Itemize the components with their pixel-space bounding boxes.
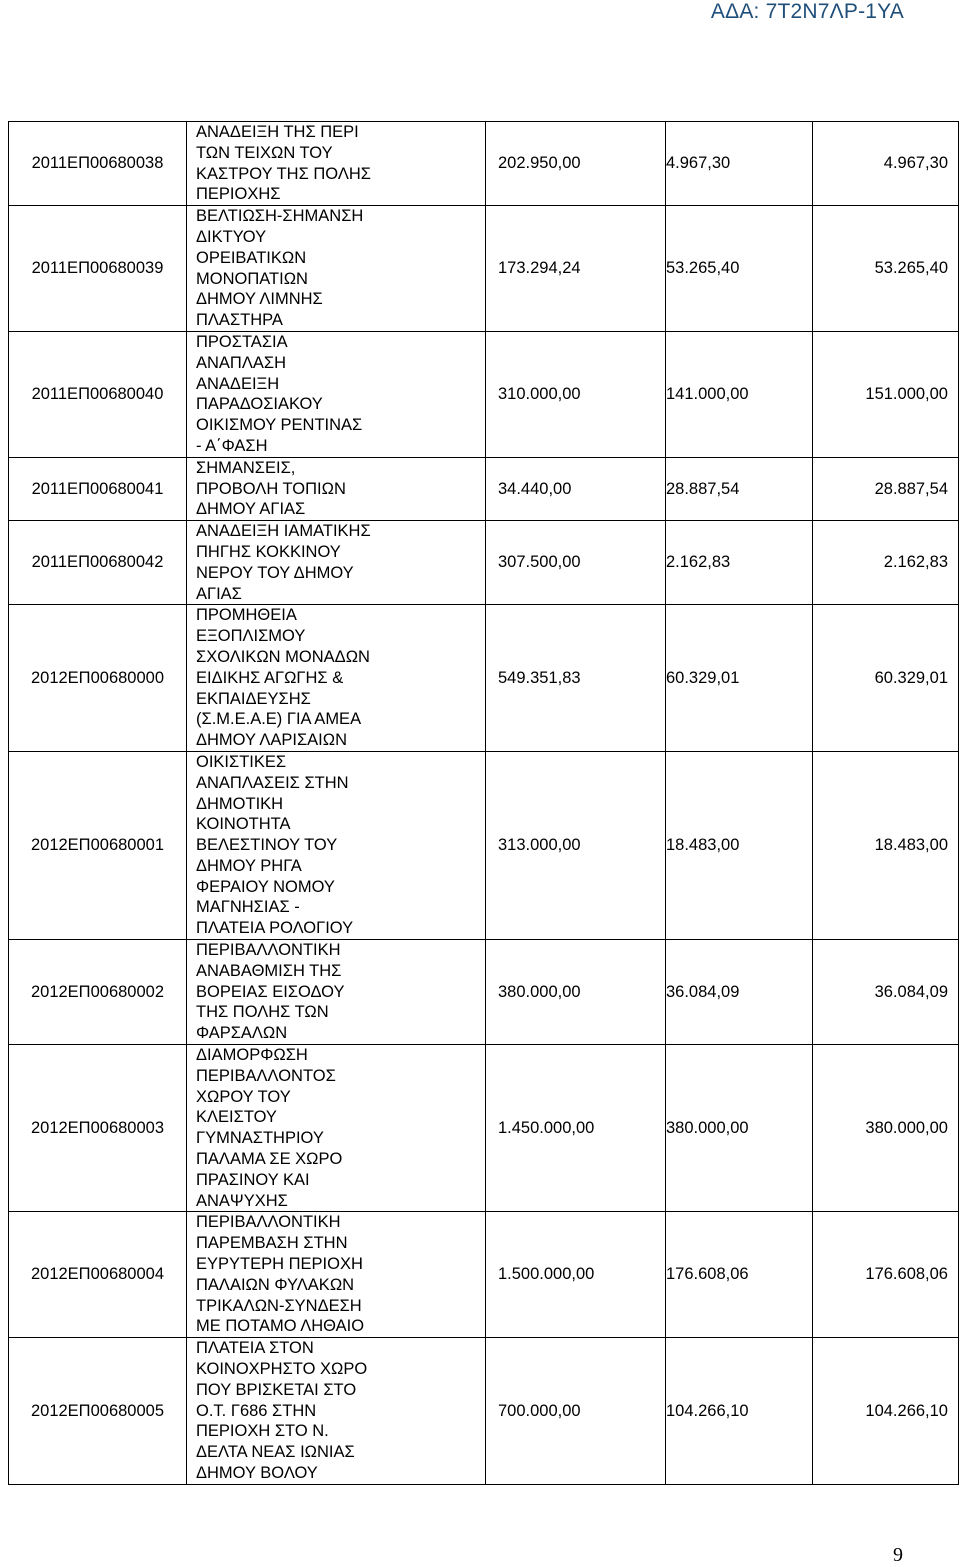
project-code-cell: 2011ΕΠ00680041 <box>9 457 187 520</box>
project-description-cell: ΠΕΡΙΒΑΛΛΟΝΤΙΚΗ ΑΝΑΒΑΘΜΙΣΗ ΤΗΣ ΒΟΡΕΙΑΣ ΕΙΣΟΔΟΥ ΤΗΣ ΠΟΛΗΣ ΤΩΝ ΦΑΡΣΑΛΩΝ <box>187 940 486 1045</box>
amount-cell: 28.887,54 <box>666 457 813 520</box>
budget-cell: 173.294,24 <box>486 206 666 332</box>
ada-header: ΑΔΑ: 7Τ2Ν7ΛΡ-1ΥΑ <box>710 0 904 23</box>
amount-cell: 36.084,09 <box>666 940 813 1045</box>
project-code-cell: 2011ΕΠ00680038 <box>9 122 187 206</box>
amount-cell: 28.887,54 <box>813 457 959 520</box>
amount-cell: 176.608,06 <box>813 1212 959 1338</box>
budget-cell: 310.000,00 <box>486 331 666 457</box>
project-description-cell: ΑΝΑΔΕΙΞΗ ΙΑΜΑΤΙΚΗΣ ΠΗΓΗΣ ΚΟΚΚΙΝΟΥ ΝΕΡΟΥ ΤΟΥ ΔΗΜΟΥ ΑΓΙΑΣ <box>187 521 486 605</box>
amount-cell: 380.000,00 <box>666 1045 813 1212</box>
amount-cell: 4.967,30 <box>666 122 813 206</box>
table-row <box>9 940 959 1045</box>
amount-cell: 104.266,10 <box>666 1338 813 1485</box>
budget-cell: 313.000,00 <box>486 751 666 939</box>
table-row <box>9 1045 959 1212</box>
project-description-cell: ΒΕΛΤΙΩΣΗ-ΣΗΜΑΝΣΗ ΔΙΚΤΥΟΥ ΟΡΕΙΒΑΤΙΚΩΝ ΜΟΝΟΠΑΤΙΩΝ ΔΗΜΟΥ ΛΙΜΝΗΣ ΠΛΑΣΤΗΡΑ <box>187 206 486 332</box>
budget-cell: 34.440,00 <box>486 457 666 520</box>
project-code-cell: 2011ΕΠ00680039 <box>9 206 187 332</box>
table-row <box>9 206 959 332</box>
project-description-cell: ΟΙΚΙΣΤΙΚΕΣ ΑΝΑΠΛΑΣΕΙΣ ΣΤΗΝ ΔΗΜΟΤΙΚΗ ΚΟΙΝΟΤΗΤΑ ΒΕΛΕΣΤΙΝΟΥ ΤΟΥ ΔΗΜΟΥ ΡΗΓΑ ΦΕΡΑΙΟΥ ΝΟΜΟΥ ΜΑΓΝΗΣΙΑΣ - ΠΛΑΤΕΙΑ ΡΟΛΟΓΙΟΥ <box>187 751 486 939</box>
budget-cell: 307.500,00 <box>486 521 666 605</box>
amount-cell: 18.483,00 <box>813 751 959 939</box>
table-row <box>9 751 959 939</box>
table-row <box>9 1338 959 1485</box>
amount-cell: 4.967,30 <box>813 122 959 206</box>
budget-cell: 700.000,00 <box>486 1338 666 1485</box>
amount-cell: 36.084,09 <box>813 940 959 1045</box>
budget-cell: 549.351,83 <box>486 605 666 752</box>
amount-cell: 2.162,83 <box>666 521 813 605</box>
amount-cell: 53.265,40 <box>813 206 959 332</box>
amount-cell: 2.162,83 <box>813 521 959 605</box>
project-code-cell: 2012ΕΠ00680003 <box>9 1045 187 1212</box>
project-code-cell: 2011ΕΠ00680042 <box>9 521 187 605</box>
budget-cell: 1.450.000,00 <box>486 1045 666 1212</box>
amount-cell: 176.608,06 <box>666 1212 813 1338</box>
amount-cell: 141.000,00 <box>666 331 813 457</box>
project-description-cell: ΠΡΟΣΤΑΣΙΑ ΑΝΑΠΛΑΣΗ ΑΝΑΔΕΙΞΗ ΠΑΡΑΔΟΣΙΑΚΟΥ ΟΙΚΙΣΜΟΥ ΡΕΝΤΙΝΑΣ - Α΄ΦΑΣΗ <box>187 331 486 457</box>
amount-cell: 104.266,10 <box>813 1338 959 1485</box>
table-row <box>9 331 959 457</box>
project-description-cell: ΠΡΟΜΗΘΕΙΑ ΕΞΟΠΛΙΣΜΟΥ ΣΧΟΛΙΚΩΝ ΜΟΝΑΔΩΝ ΕΙΔΙΚΗΣ ΑΓΩΓΗΣ & ΕΚΠΑΙΔΕΥΣΗΣ (Σ.Μ.Ε.Α.Ε) ΓΙΑ ΑΜΕΑ ΔΗΜΟΥ ΛΑΡΙΣΑΙΩΝ <box>187 605 486 752</box>
projects-table-body <box>9 122 959 1485</box>
project-code-cell: 2012ΕΠ00680001 <box>9 751 187 939</box>
table-row <box>9 521 959 605</box>
table-row <box>9 457 959 520</box>
amount-cell: 18.483,00 <box>666 751 813 939</box>
project-description-cell: ΣΗΜΑΝΣΕΙΣ, ΠΡΟΒΟΛΗ ΤΟΠΙΩΝ ΔΗΜΟΥ ΑΓΙΑΣ <box>187 457 486 520</box>
budget-cell: 1.500.000,00 <box>486 1212 666 1338</box>
amount-cell: 151.000,00 <box>813 331 959 457</box>
amount-cell: 53.265,40 <box>666 206 813 332</box>
table-row <box>9 605 959 752</box>
project-code-cell: 2012ΕΠ00680000 <box>9 605 187 752</box>
project-code-cell: 2012ΕΠ00680004 <box>9 1212 187 1338</box>
project-description-cell: ΠΕΡΙΒΑΛΛΟΝΤΙΚΗ ΠΑΡΕΜΒΑΣΗ ΣΤΗΝ ΕΥΡΥΤΕΡΗ ΠΕΡΙΟΧΗ ΠΑΛΑΙΩΝ ΦΥΛΑΚΩΝ ΤΡΙΚΑΛΩΝ-ΣΥΝΔΕΣΗ ΜΕ ΠΟΤΑΜΟ ΛΗΘΑΙΟ <box>187 1212 486 1338</box>
project-description-cell: ΑΝΑΔΕΙΞΗ ΤΗΣ ΠΕΡΙ ΤΩΝ ΤΕΙΧΩΝ ΤΟΥ ΚΑΣΤΡΟΥ ΤΗΣ ΠΟΛΗΣ ΠΕΡΙΟΧΗΣ <box>187 122 486 206</box>
project-description-cell: ΔΙΑΜΟΡΦΩΣΗ ΠΕΡΙΒΑΛΛΟΝΤΟΣ ΧΩΡΟΥ ΤΟΥ ΚΛΕΙΣΤΟΥ ΓΥΜΝΑΣΤΗΡΙΟΥ ΠΑΛΑΜΑ ΣΕ ΧΩΡΟ ΠΡΑΣΙΝΟΥ ΚΑΙ ΑΝΑΨΥΧΗΣ <box>187 1045 486 1212</box>
project-code-cell: 2011ΕΠ00680040 <box>9 331 187 457</box>
budget-cell: 202.950,00 <box>486 122 666 206</box>
table-row <box>9 122 959 206</box>
budget-cell: 380.000,00 <box>486 940 666 1045</box>
amount-cell: 60.329,01 <box>813 605 959 752</box>
amount-cell: 380.000,00 <box>813 1045 959 1212</box>
project-code-cell: 2012ΕΠ00680002 <box>9 940 187 1045</box>
project-code-cell: 2012ΕΠ00680005 <box>9 1338 187 1485</box>
projects-table <box>8 121 959 1485</box>
amount-cell: 60.329,01 <box>666 605 813 752</box>
project-description-cell: ΠΛΑΤΕΙΑ ΣΤΟΝ ΚΟΙΝΟΧΡΗΣΤΟ ΧΩΡΟ ΠΟΥ ΒΡΙΣΚΕΤΑΙ ΣΤΟ Ο.Τ. Γ686 ΣΤΗΝ ΠΕΡΙΟΧΗ ΣΤΟ Ν. ΔΕΛΤΑ ΝΕΑΣ ΙΩΝΙΑΣ ΔΗΜΟΥ ΒΟΛΟΥ <box>187 1338 486 1485</box>
page-number: 9 <box>893 1544 903 1566</box>
table-row <box>9 1212 959 1338</box>
